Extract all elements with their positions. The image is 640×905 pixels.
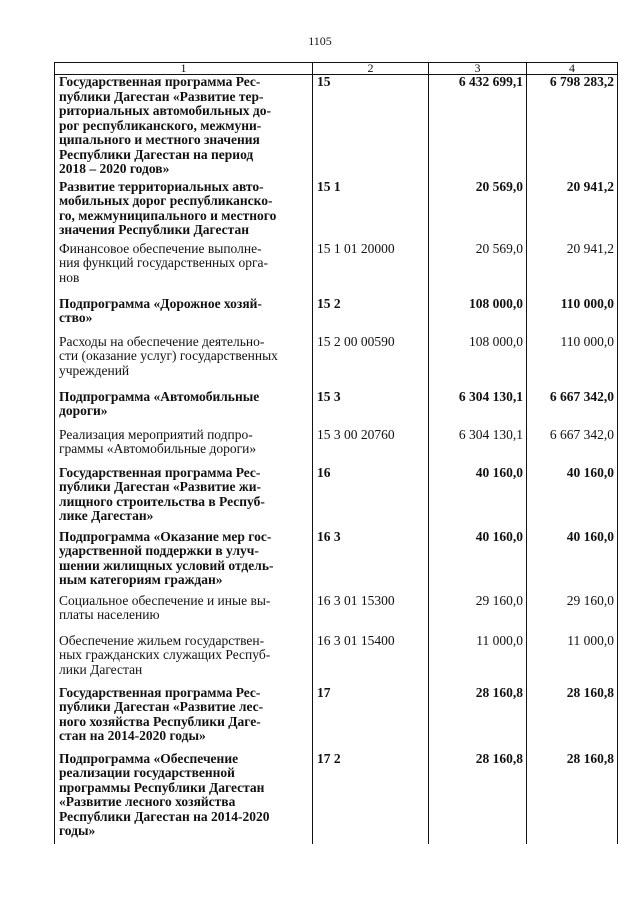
row-code: 17 <box>313 686 429 752</box>
column-header: 2 <box>313 63 429 75</box>
row-code: 17 2 <box>313 752 429 844</box>
table-row <box>55 242 618 297</box>
row-code: 15 3 00 20760 <box>313 428 429 466</box>
row-code: 15 <box>313 75 429 180</box>
row-value-col3: 29 160,0 <box>429 594 527 634</box>
row-code: 16 <box>313 466 429 530</box>
row-value-col3: 20 569,0 <box>429 242 527 297</box>
row-value-col3: 108 000,0 <box>429 335 527 390</box>
row-name: Социальное обеспечение и иные вы- платы населению <box>55 594 313 634</box>
table-row <box>55 752 618 844</box>
row-value-col4: 6 667 342,0 <box>527 428 618 466</box>
row-value-col3: 28 160,8 <box>429 752 527 844</box>
column-header: 4 <box>527 63 618 75</box>
row-value-col4: 40 160,0 <box>527 530 618 594</box>
row-code: 15 2 00 00590 <box>313 335 429 390</box>
row-value-col4: 6 667 342,0 <box>527 390 618 428</box>
row-value-col3: 6 304 130,1 <box>429 390 527 428</box>
row-value-col4: 11 000,0 <box>527 634 618 686</box>
table-row <box>55 75 618 180</box>
row-name: Подпрограмма «Автомобильные дороги» <box>55 390 313 428</box>
row-value-col3: 11 000,0 <box>429 634 527 686</box>
table-row <box>55 530 618 594</box>
table-header-row <box>55 63 618 75</box>
table-row <box>55 466 618 530</box>
table-row <box>55 335 618 390</box>
table-row <box>55 180 618 242</box>
row-value-col4: 110 000,0 <box>527 335 618 390</box>
row-name: Реализация мероприятий подпро- граммы «Автомобильные дороги» <box>55 428 313 466</box>
row-name: Государственная программа Рес- публики Дагестан «Развитие лес- ного хозяйства Республики Даге- стан на 2014-2020 годы» <box>55 686 313 752</box>
row-value-col4: 6 798 283,2 <box>527 75 618 180</box>
row-value-col4: 20 941,2 <box>527 180 618 242</box>
page-number: 1105 <box>308 34 332 48</box>
row-value-col3: 40 160,0 <box>429 466 527 530</box>
row-value-col4: 28 160,8 <box>527 686 618 752</box>
row-value-col3: 6 432 699,1 <box>429 75 527 180</box>
row-name: Государственная программа Рес- публики Дагестан «Развитие тер- риториальных автомобильных до- рог республиканского, межмуни- ципального и местного значения Республики Дагестан на период 2018 – 2020 годов» <box>55 75 313 180</box>
budget-table <box>54 62 618 844</box>
table-row <box>55 428 618 466</box>
row-code: 15 3 <box>313 390 429 428</box>
row-value-col3: 28 160,8 <box>429 686 527 752</box>
row-value-col4: 40 160,0 <box>527 466 618 530</box>
row-code: 15 2 <box>313 297 429 335</box>
row-name: Подпрограмма «Дорожное хозяй- ство» <box>55 297 313 335</box>
row-code: 16 3 01 15400 <box>313 634 429 686</box>
row-code: 15 1 <box>313 180 429 242</box>
table-row <box>55 686 618 752</box>
row-name: Государственная программа Рес- публики Дагестан «Развитие жи- лищного строительства в Респуб- лике Дагестан» <box>55 466 313 530</box>
table-row <box>55 390 618 428</box>
row-name: Обеспечение жильем государствен- ных гражданских служащих Респуб- лики Дагестан <box>55 634 313 686</box>
row-value-col4: 110 000,0 <box>527 297 618 335</box>
row-value-col3: 40 160,0 <box>429 530 527 594</box>
row-value-col4: 29 160,0 <box>527 594 618 634</box>
row-value-col4: 20 941,2 <box>527 242 618 297</box>
row-value-col3: 108 000,0 <box>429 297 527 335</box>
row-name: Расходы на обеспечение деятельно- сти (оказание услуг) государственных учреждений <box>55 335 313 390</box>
table-body <box>55 75 618 844</box>
table-row <box>55 297 618 335</box>
row-value-col4: 28 160,8 <box>527 752 618 844</box>
row-code: 16 3 <box>313 530 429 594</box>
row-code: 16 3 01 15300 <box>313 594 429 634</box>
row-name: Подпрограмма «Оказание мер гос- ударственной поддержки в улуч- шении жилищных условий отдель- ным категориям граждан» <box>55 530 313 594</box>
row-name: Развитие территориальных авто- мобильных дорог республиканско- го, межмуниципального и местного значения Республики Дагестан <box>55 180 313 242</box>
row-value-col3: 6 304 130,1 <box>429 428 527 466</box>
row-name: Подпрограмма «Обеспечение реализации государственной программы Республики Дагестан «Развитие лесного хозяйства Республики Дагестан на 2014-2020 годы» <box>55 752 313 844</box>
row-code: 15 1 01 20000 <box>313 242 429 297</box>
row-value-col3: 20 569,0 <box>429 180 527 242</box>
column-header: 1 <box>55 63 313 75</box>
table-row <box>55 634 618 686</box>
table-row <box>55 594 618 634</box>
row-name: Финансовое обеспечение выполне- ния функций государственных орга- нов <box>55 242 313 297</box>
column-header: 3 <box>429 63 527 75</box>
